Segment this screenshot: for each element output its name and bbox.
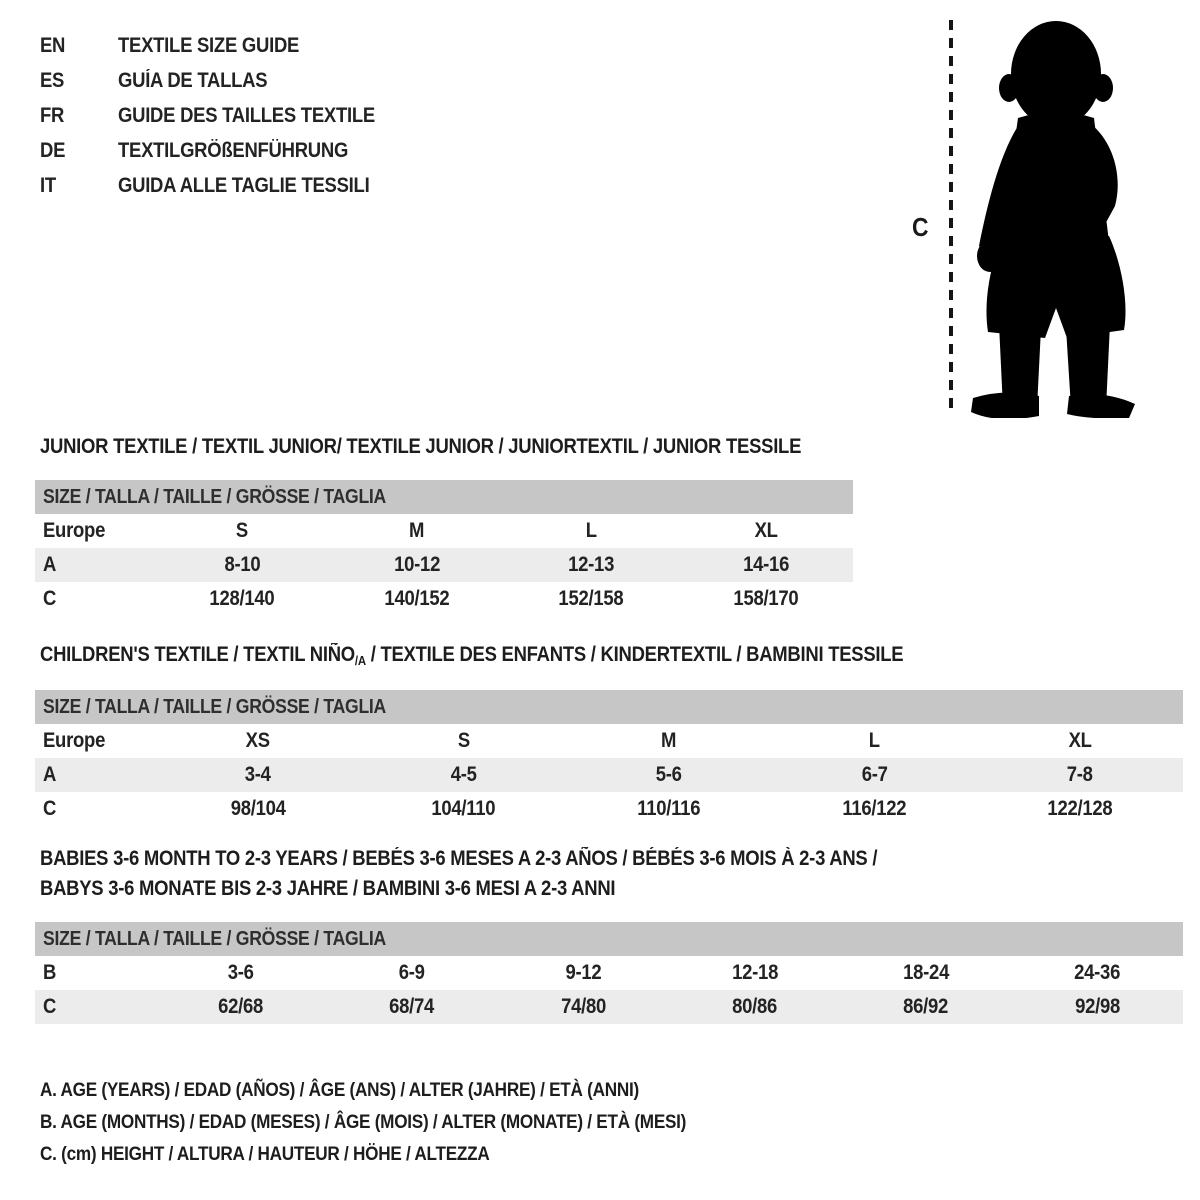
babies-section-title-line1: BABIES 3-6 MONTH TO 2-3 YEARS / BEBÉS 3-6 MESES A 2-3 AÑOS / BÉBÉS 3-6 MOIS À 2-3 ANS / — [40, 847, 878, 870]
guide-title-translation: GUÍA DE TALLAS — [118, 68, 268, 92]
language-item — [40, 28, 410, 63]
language-code: FR — [40, 103, 65, 127]
legend-note-b: B. AGE (MONTHS) / EDAD (MESES) / ÂGE (MOIS) / ALTER (MONATE) / ETÀ (MESI) — [40, 1111, 687, 1133]
table-cell: 12-18 — [731, 961, 778, 984]
table-cell: 116/122 — [842, 797, 907, 820]
children-section-title: CHILDREN'S TEXTILE / TEXTIL $NIÑO_{/A}$ / TEXTILE DES ENFANTS / KINDERTEXTIL / BAMBINI TESSILE — [40, 643, 904, 668]
table-cell: 10-12 — [393, 553, 440, 576]
row-label: C — [43, 797, 57, 820]
table-cell: S — [457, 729, 470, 752]
row-label: B — [43, 961, 57, 984]
row-label: Europe — [43, 519, 106, 542]
table-row-age-years — [35, 548, 853, 582]
row-label: A — [43, 553, 57, 576]
language-code: IT — [40, 173, 56, 197]
table-cell: 158/170 — [733, 587, 799, 610]
junior-section-title: JUNIOR TEXTILE / TEXTIL JUNIOR/ TEXTILE JUNIOR / JUNIORTEXTIL / JUNIOR TESSILE — [40, 435, 802, 458]
table-cell: S — [236, 519, 249, 542]
table-cell: 68/74 — [389, 995, 435, 1018]
guide-title-translation: GUIDA ALLE TAGLIE TESSILI — [118, 173, 370, 197]
language-list — [40, 28, 410, 203]
table-cell: 62/68 — [218, 995, 264, 1018]
table-row-height — [35, 582, 853, 616]
table-cell: 152/158 — [558, 587, 624, 610]
table-cell: 18-24 — [903, 961, 949, 984]
guide-title-translation: TEXTILGRÖßENFÜHRUNG — [118, 138, 349, 162]
table-cell: 7-8 — [1067, 763, 1094, 786]
table-cell: L — [585, 519, 597, 542]
table-cell: 6-9 — [399, 961, 425, 984]
measurement-legend — [40, 1074, 774, 1170]
row-label: Europe — [43, 729, 106, 752]
legend-note-c: C. (cm) HEIGHT / ALTURA / HAUTEUR / HÖHE / ALTEZZA — [40, 1143, 490, 1165]
table-cell: 104/110 — [431, 797, 496, 820]
table-cell: XS — [245, 729, 270, 752]
table-row-age-years — [35, 758, 1183, 792]
language-item — [40, 133, 410, 168]
table-cell: 8-10 — [224, 553, 261, 576]
language-item — [40, 63, 410, 98]
babies-section-title-line2: BABYS 3-6 MONATE BIS 2-3 JAHRE / BAMBINI 3-6 MESI A 2-3 ANNI — [40, 877, 616, 900]
table-cell: 5-6 — [656, 763, 682, 786]
guide-title-translation: GUIDE DES TAILLES TEXTILE — [118, 103, 375, 127]
table-cell: 14-16 — [742, 553, 789, 576]
language-item — [40, 98, 410, 133]
table-cell: 128/140 — [209, 587, 275, 610]
size-table-header: SIZE / TALLA / TAILLE / GRÖSSE / TAGLIA — [35, 690, 1183, 724]
height-measure-label: C — [912, 212, 929, 242]
language-item — [40, 168, 410, 203]
table-cell: XL — [754, 519, 778, 542]
table-cell: 110/116 — [637, 797, 701, 820]
legend-note-a: A. AGE (YEARS) / EDAD (AÑOS) / ÂGE (ANS) / ALTER (JAHRE) / ETÀ (ANNI) — [40, 1079, 639, 1101]
table-cell: 12-13 — [568, 553, 615, 576]
size-table-header: SIZE / TALLA / TAILLE / GRÖSSE / TAGLIA — [35, 480, 853, 514]
junior-size-table — [35, 480, 853, 616]
table-row-europe — [35, 724, 1183, 758]
size-table-header: SIZE / TALLA / TAILLE / GRÖSSE / TAGLIA — [35, 922, 1183, 956]
language-code: ES — [40, 68, 65, 92]
table-cell: 9-12 — [565, 961, 602, 984]
table-cell: XL — [1068, 729, 1092, 752]
row-label: C — [43, 587, 57, 610]
table-cell: 3-6 — [227, 961, 254, 984]
table-cell: 80/86 — [732, 995, 778, 1018]
table-cell: 140/152 — [384, 587, 450, 610]
table-cell: 24-36 — [1074, 961, 1121, 984]
nino-a-subscript: /A — [354, 653, 366, 668]
height-measure-dashed-line — [949, 20, 953, 416]
row-label: C — [43, 995, 57, 1018]
babies-size-table — [35, 922, 1183, 1024]
table-row-height — [35, 792, 1183, 826]
table-cell: M — [409, 519, 425, 542]
table-cell: 6-7 — [861, 763, 888, 786]
table-row-age-months — [35, 956, 1183, 990]
table-cell: M — [661, 729, 677, 752]
table-cell: 86/92 — [903, 995, 949, 1018]
language-code: EN — [40, 33, 66, 57]
table-row-height — [35, 990, 1183, 1024]
row-label: A — [43, 763, 57, 786]
table-cell: 4-5 — [450, 763, 477, 786]
language-code: DE — [40, 138, 66, 162]
table-cell: 98/104 — [230, 797, 286, 820]
table-cell: 122/128 — [1047, 797, 1113, 820]
table-cell: 74/80 — [560, 995, 606, 1018]
toddler-silhouette-icon — [963, 14, 1141, 418]
table-row-europe — [35, 514, 853, 548]
guide-title-translation: TEXTILE SIZE GUIDE — [118, 33, 300, 57]
table-cell: L — [869, 729, 881, 752]
table-cell: 92/98 — [1074, 995, 1120, 1018]
children-size-table — [35, 690, 1183, 826]
table-cell: 3-4 — [244, 763, 271, 786]
